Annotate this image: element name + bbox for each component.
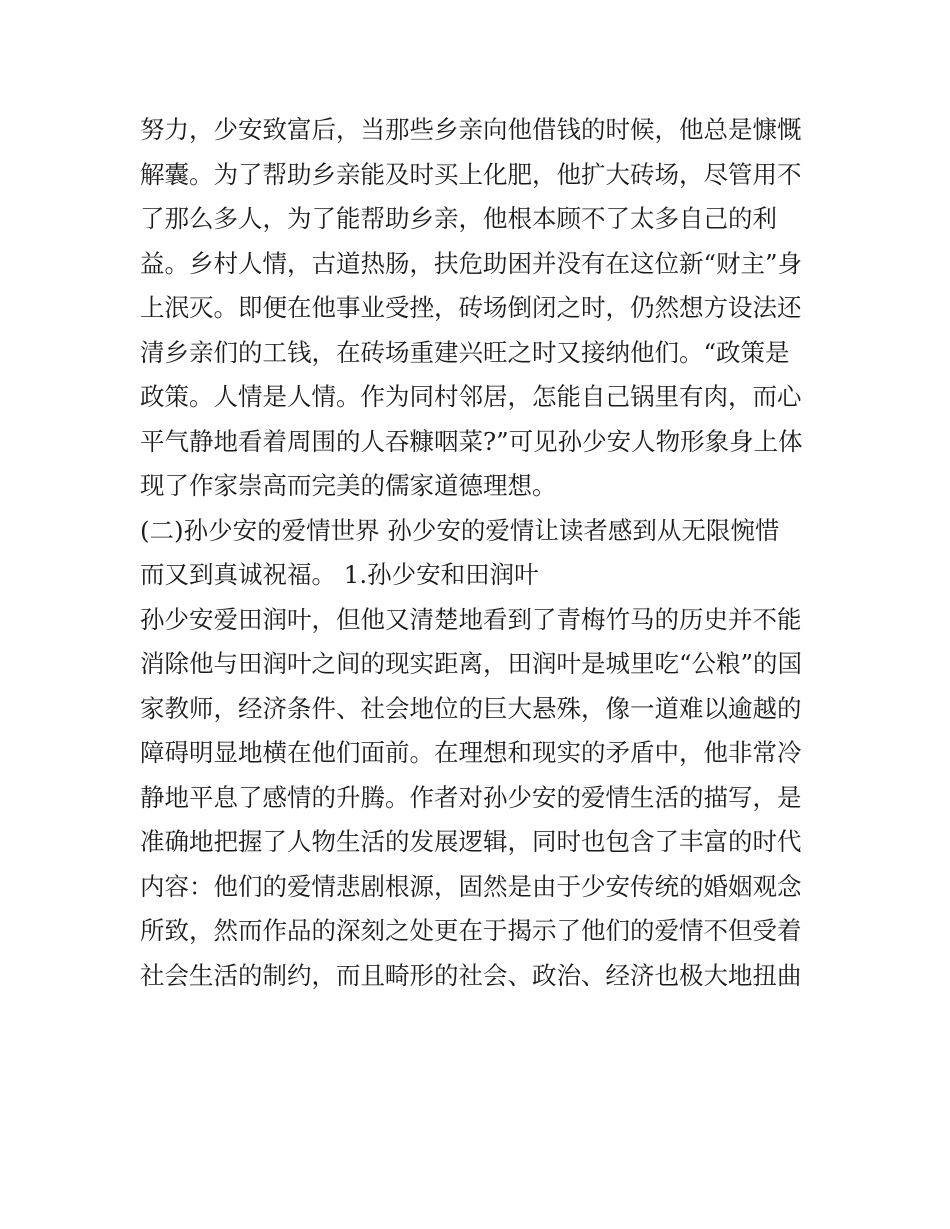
text-line: 解囊。为了帮助乡亲能及时买上化肥，他扩大砖场，尽管用不 xyxy=(140,159,802,189)
text-line: 政策。人情是人情。作为同村邻居，怎能自己锅里有肉，而心 xyxy=(140,382,802,411)
text-line: 消除他与田润叶之间的现实距离，田润叶是城里吃“公粮”的国 xyxy=(140,649,803,678)
text-line: 益。乡村人情，古道热肠，扶危助困并没有在这位新“财主”身 xyxy=(140,248,803,278)
text-line: 努力，少安致富后，当那些乡亲向他借钱的时候，他总是慷慨 xyxy=(140,115,802,144)
text-line: 障碍明显地横在他们面前。在理想和现实的矛盾中，他非常冷 xyxy=(140,738,802,767)
text-line: 孙少安爱田润叶，但他又清楚地看到了青梅竹马的历史并不能 xyxy=(140,604,802,634)
section-heading-line: (二)孙少安的爱情世界 孙少安的爱情让读者感到从无限惋惜 xyxy=(140,515,780,545)
text-line: 现了作家崇高而完美的儒家道德理想。 xyxy=(140,471,557,500)
text-line: 社会生活的制约，而且畸形的社会、政治、经济也极大地扭曲 xyxy=(140,960,802,990)
text-line: 静地平息了感情的升腾。作者对孙少安的爱情生活的描写，是 xyxy=(140,782,802,812)
text-line: 平气静地看着周围的人吞糠咽菜?”可见孙少安人物形象身上体 xyxy=(140,426,803,456)
text-line: 清乡亲们的工钱，在砖场重建兴旺之时又接纳他们。“政策是 xyxy=(140,337,790,367)
text-line: 家教师，经济条件、社会地位的巨大悬殊，像一道难以逾越的 xyxy=(140,693,802,723)
text-line: 上泯灭。即便在他事业受挫，砖场倒闭之时，仍然想方设法还 xyxy=(140,293,802,322)
body-text xyxy=(140,108,830,998)
section-heading-line: 而又到真诚祝福。 1.孙少安和田润叶 xyxy=(140,560,539,589)
text-line: 所致，然而作品的深刻之处更在于揭示了他们的爱情不但受着 xyxy=(140,916,802,945)
text-line: 准确地把握了人物生活的发展逻辑，同时也包含了丰富的时代 xyxy=(140,827,802,856)
text-line: 了那么多人，为了能帮助乡亲，他根本顾不了太多自己的利 xyxy=(140,204,777,233)
text-line: 内容：他们的爱情悲剧根源，固然是由于少安传统的婚姻观念 xyxy=(140,871,802,901)
